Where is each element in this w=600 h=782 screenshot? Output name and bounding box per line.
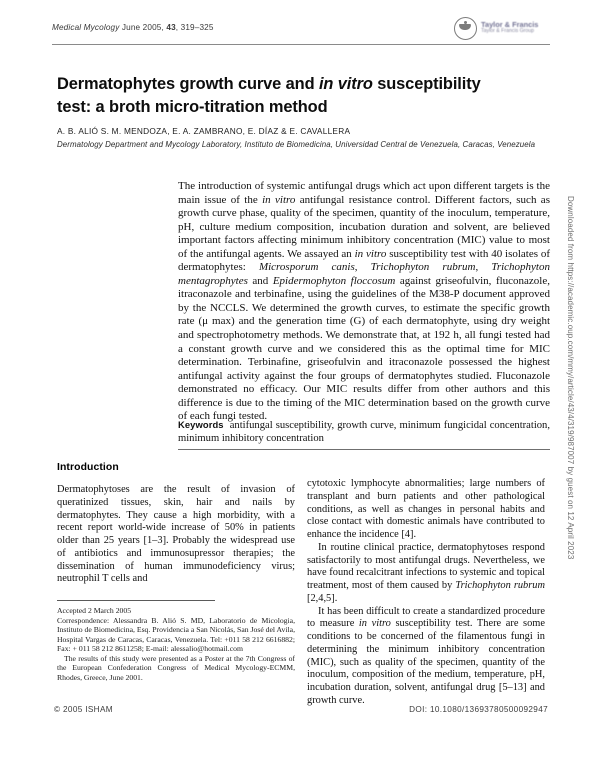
correspondence: Correspondence: Alessandra B. Alió S. MD, Laboratorio de Micologia, Instituto de Biomedicina, Esq. Providencia a San Nicolás, San José del Avila, Hospital Vargas de Caracas, Caracas, Venezuela. Tel: +011 58 212 6616882; Fax: + 011 58 212 8611258; E-mail: alessalio@hotmail.com bbox=[57, 615, 295, 654]
keywords-label: Keywords bbox=[178, 419, 224, 430]
species-microsporum-canis: Microsporum canis bbox=[258, 261, 355, 274]
publisher-wordmark bbox=[481, 21, 538, 35]
journal-pages: , 319–325 bbox=[175, 23, 214, 32]
taylor-francis-mark-icon bbox=[454, 17, 477, 40]
publisher-name: Taylor & Francis bbox=[481, 19, 539, 29]
abstract-text-4: against griseofulvin, fluconazole, itraconazole and terbinafine, using the guidelines of the M38-P document approved by the NCCLS. We determined the growth curves, to estimate the specific growth rate (μ max) and the generation time (G) of each dermatophyte, using dry weight and spectrophotometry methods. We demonstrate that, at 192 h, all fungi tested had a constant growth curve and we considered this as the optimal time for MIC determination. Terbinafine, griseofulvin and itraconazole possessed the highest antifungal activity against the four groups of dermatophytes studied. Fluconazole demonstrated no efficacy. Our MIC results differ from other authors and this difference is due to the timing of the MIC determination based on the growth curve of each fungi tested. bbox=[178, 274, 550, 423]
paragraph bbox=[307, 542, 545, 606]
abstract bbox=[178, 180, 550, 424]
poster-note: The results of this study were presented as a Poster at the 7th Congress of the European Confederation Congress of Medical Mycology-ECMM, Rhodes, Greece, June 2001. bbox=[57, 653, 295, 682]
paragraph: Dermatophytoses are the result of invasion of queratinized tissues, skin, hair and nails by dermatophytes. They cause a high morbidity, with a recent report world-wide increase of 50% in patients older than 25 years [1–3]. Probably the widespread use of antibiotics and immunosupressor therapies; the dissemination of human immunodeficiency virus; neutrophil T cells and bbox=[57, 484, 295, 585]
publisher-group: Taylor & Francis Group bbox=[481, 28, 535, 35]
column-left bbox=[57, 484, 295, 586]
journal-issue: June 2005, bbox=[121, 23, 164, 32]
keywords-text: antifungal susceptibility, growth curve, minimum fungicidal concentration, minimum inhibitory concentration bbox=[178, 420, 551, 445]
abstract-divider bbox=[178, 449, 550, 450]
masthead-divider bbox=[52, 44, 550, 45]
page-title bbox=[57, 73, 535, 120]
species-trichophyton-rubrum: Trichophyton rubrum bbox=[455, 580, 545, 591]
paragraph: cytotoxic lymphocyte abnormalities; large numbers of transplant and burn patients and other pathological conditions, as well as changes in personal habits and close contact with domestic animals have contributed to enhance the incidence [4]. bbox=[307, 478, 545, 540]
title-part-1: Dermatophytes growth curve and bbox=[57, 74, 319, 93]
abstract-sep-1: , bbox=[354, 261, 371, 274]
abstract-text-3: susceptibility test with 40 isolates of dermatophytes: bbox=[178, 247, 551, 274]
abstract-italic-1: in vitro bbox=[262, 193, 296, 206]
masthead bbox=[52, 19, 552, 53]
footnote-divider bbox=[57, 600, 215, 601]
publisher-logo bbox=[454, 15, 566, 41]
species-trichophyton-rubrum: Trichophyton rubrum bbox=[370, 261, 476, 274]
title-italic-in-vitro: in vitro bbox=[318, 74, 373, 93]
abstract-sep-2: , bbox=[475, 261, 492, 274]
title-part-3: test: a broth micro-titration method bbox=[57, 98, 328, 117]
species-epidermophyton-floccosum: Epidermophyton floccosum bbox=[272, 274, 396, 287]
accepted-date: Accepted 2 March 2005 bbox=[57, 606, 132, 615]
species-trichophyton-mentagrophytes: Trichophyton mentagrophytes bbox=[178, 261, 550, 287]
paragraph-text: It has been difficult to create a standardized procedure to measure bbox=[307, 605, 545, 630]
doi: DOI: 10.1080/13693780500092947 bbox=[409, 705, 548, 714]
italic-in-vitro: in vitro bbox=[358, 618, 391, 630]
footnote-block bbox=[57, 606, 295, 682]
keywords bbox=[178, 418, 550, 445]
section-heading-introduction: Introduction bbox=[57, 462, 119, 473]
paragraph bbox=[307, 606, 545, 708]
journal-title: Medical Mycology bbox=[52, 23, 120, 32]
affiliation: Dermatology Department and Mycology Laboratory, Instituto de Biomedicina, Universidad Central de Venezuela, Caracas, Venezuela bbox=[57, 140, 536, 149]
abstract-text-2: antifungal resistance control. Different factors, such as growth curve phase, quality of the specimen, quantity of the inoculum, temperature, pH, culture medium composition, incubation duration and solvent, are believed important factors affecting minimum inhibitory concentration (MIC) value to most of the antifungal agents. We assayed an bbox=[178, 193, 550, 260]
title-part-2: susceptibility bbox=[372, 74, 481, 93]
author-list: A. B. ALIÓ S. M. MENDOZA, E. A. ZAMBRANO, E. DÍAZ & E. CAVALLERA bbox=[57, 126, 351, 136]
abstract-italic-2: in vitro bbox=[354, 247, 387, 260]
download-watermark: Downloaded from https://academic.oup.com/mmy/article/43/4/319/987007 by guest on 12 April 2023 bbox=[566, 196, 575, 560]
abstract-text-1: The introduction of systemic antifungal drugs which act upon different targets is the main issue of the bbox=[178, 180, 550, 206]
column-right bbox=[307, 478, 545, 708]
abstract-sep-3: and bbox=[247, 274, 273, 287]
journal-volume: 43 bbox=[166, 23, 176, 32]
paragraph-ref: [2,4,5]. bbox=[307, 592, 338, 604]
paragraph-text-cont: susceptibility test. There are some conditions to be concerned of the filamentous fungi in determining the minimum inhibitory concentration (MIC), such as quality of the specimen, quantity of the inoculum, composition of the medium, temperature, pH, incubation duration, solvent, antifungal drug [5–13] and growth curve. bbox=[307, 618, 545, 706]
copyright: © 2005 ISHAM bbox=[54, 705, 113, 714]
paragraph-text: In routine clinical practice, dermatophytoses respond satisfactorily to most antifungal drugs. Nevertheless, we have found recalcitrant infections to systemic and topical treatment, most of them caused by bbox=[307, 541, 545, 591]
